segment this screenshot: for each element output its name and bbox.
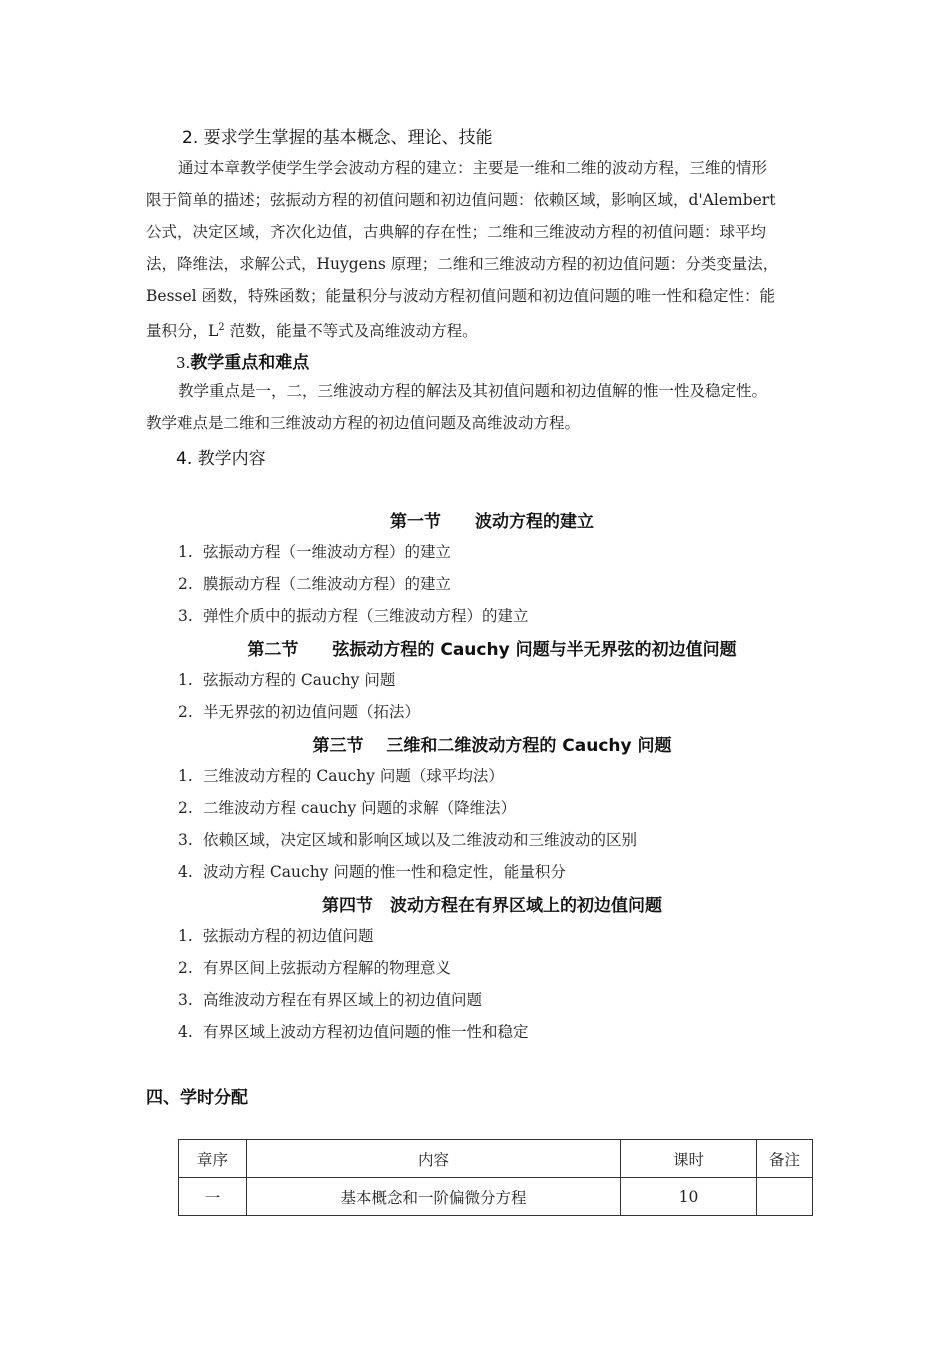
- paragraph-line: Bessel 函数，特殊函数；能量积分与波动方程初值问题和初边值问题的唯一性和稳定性：能: [146, 287, 776, 305]
- paragraph-line: 教学重点是一，二，三维波动方程的解法及其初值问题和初边值解的惟一性及稳定性。: [178, 382, 768, 400]
- list-item: [178, 572, 451, 594]
- item-number: 1.: [178, 767, 193, 785]
- paragraph-concepts: [146, 152, 810, 347]
- table-cell: [757, 1178, 813, 1216]
- item-text: 波动方程 Cauchy 问题的惟一性和稳定性，能量积分: [203, 863, 566, 881]
- table-row: [179, 1178, 813, 1216]
- table-cell: 基本概念和一阶偏微分方程: [247, 1178, 621, 1216]
- paragraph-line: [146, 312, 810, 347]
- list-item: [178, 540, 451, 562]
- paragraph-line: 通过本章教学使学生学会波动方程的建立：主要是一维和二维的波动方程，三维的情形: [178, 159, 768, 177]
- item-text: 高维波动方程在有界区域上的初边值问题: [203, 991, 483, 1009]
- item-text: 半无界弦的初边值问题（拓法）: [203, 703, 421, 721]
- heading-basic-concepts: 2. 要求学生掌握的基本概念、理论、技能: [182, 128, 493, 148]
- item-number: 1.: [178, 543, 193, 561]
- item-number: 3.: [178, 991, 193, 1009]
- item-number: 3.: [178, 831, 193, 849]
- item-number: 4.: [178, 1023, 193, 1041]
- paragraph-key-points: [146, 375, 810, 439]
- item-number: 4.: [178, 863, 193, 881]
- section-title: 第一节 波动方程的建立: [390, 512, 594, 532]
- item-text: 有界区间上弦振动方程解的物理意义: [203, 959, 452, 977]
- heading-teaching-content: 4. 教学内容: [176, 449, 266, 469]
- item-number: 3.: [178, 607, 193, 625]
- item-text: 弦振动方程（一维波动方程）的建立: [203, 543, 452, 561]
- item-text: 有界区域上波动方程初边值问题的惟一性和稳定: [203, 1023, 529, 1041]
- table-header-cell: 备注: [757, 1140, 813, 1178]
- heading-number: 3.: [176, 354, 191, 372]
- table-header-cell: 章序: [179, 1140, 247, 1178]
- list-item: [178, 988, 482, 1010]
- paragraph-line: 教学难点是二维和三维波动方程的初边值问题及高维波动方程。: [146, 414, 581, 432]
- item-number: 1.: [178, 671, 193, 689]
- item-number: 2.: [178, 575, 193, 593]
- hours-table: [178, 1139, 813, 1216]
- list-item: [178, 956, 451, 978]
- item-text: 三维波动方程的 Cauchy 问题（球平均法）: [203, 767, 504, 785]
- table-cell: 10: [621, 1178, 757, 1216]
- heading-text: 教学重点和难点: [190, 353, 310, 373]
- list-item: [178, 700, 420, 722]
- list-item: [178, 1020, 529, 1042]
- item-number: 1.: [178, 927, 193, 945]
- item-number: 2.: [178, 799, 193, 817]
- paragraph-text: 量积分，L: [146, 322, 219, 341]
- table-cell: 一: [179, 1178, 247, 1216]
- list-item: [178, 668, 395, 690]
- list-item: [178, 924, 374, 946]
- list-item: [178, 860, 566, 882]
- superscript: 2: [218, 322, 225, 333]
- item-number: 2.: [178, 959, 193, 977]
- item-text: 膜振动方程（二维波动方程）的建立: [203, 575, 452, 593]
- section-title: 第三节 三维和二维波动方程的 Cauchy 问题: [312, 736, 672, 756]
- item-text: 弹性介质中的振动方程（三维波动方程）的建立: [203, 607, 529, 625]
- item-text: 依赖区域，决定区域和影响区域以及二维波动和三维波动的区别: [203, 831, 638, 849]
- table-header-row: [179, 1140, 813, 1178]
- item-number: 2.: [178, 703, 193, 721]
- item-text: 二维波动方程 cauchy 问题的求解（降维法）: [203, 799, 517, 817]
- section-title: 第四节 波动方程在有界区域上的初边值问题: [322, 896, 662, 916]
- section-title: 第二节 弦振动方程的 Cauchy 问题与半无界弦的初边值问题: [247, 640, 737, 660]
- table-header-cell: 内容: [247, 1140, 621, 1178]
- heading-hours-allocation: 四、学时分配: [146, 1088, 248, 1108]
- item-text: 弦振动方程的初边值问题: [203, 927, 374, 945]
- table-header-cell: 课时: [621, 1140, 757, 1178]
- paragraph-text: 范数，能量不等式及高维波动方程。: [224, 322, 478, 341]
- paragraph-line: 限于简单的描述；弦振动方程的初值问题和初边值问题：依赖区域，影响区域，d'Alembert: [146, 191, 776, 209]
- paragraph-line: 法，降维法，求解公式，Huygens 原理；二维和三维波动方程的初边值问题：分类变量法，: [146, 255, 779, 273]
- list-item: [178, 796, 516, 818]
- heading-key-points: [176, 348, 309, 373]
- item-text: 弦振动方程的 Cauchy 问题: [203, 671, 396, 689]
- paragraph-line: 公式，决定区域，齐次化边值，古典解的存在性；二维和三维波动方程的初值问题：球平均: [146, 223, 767, 241]
- list-item: [178, 828, 637, 850]
- list-item: [178, 764, 504, 786]
- list-item: [178, 604, 529, 626]
